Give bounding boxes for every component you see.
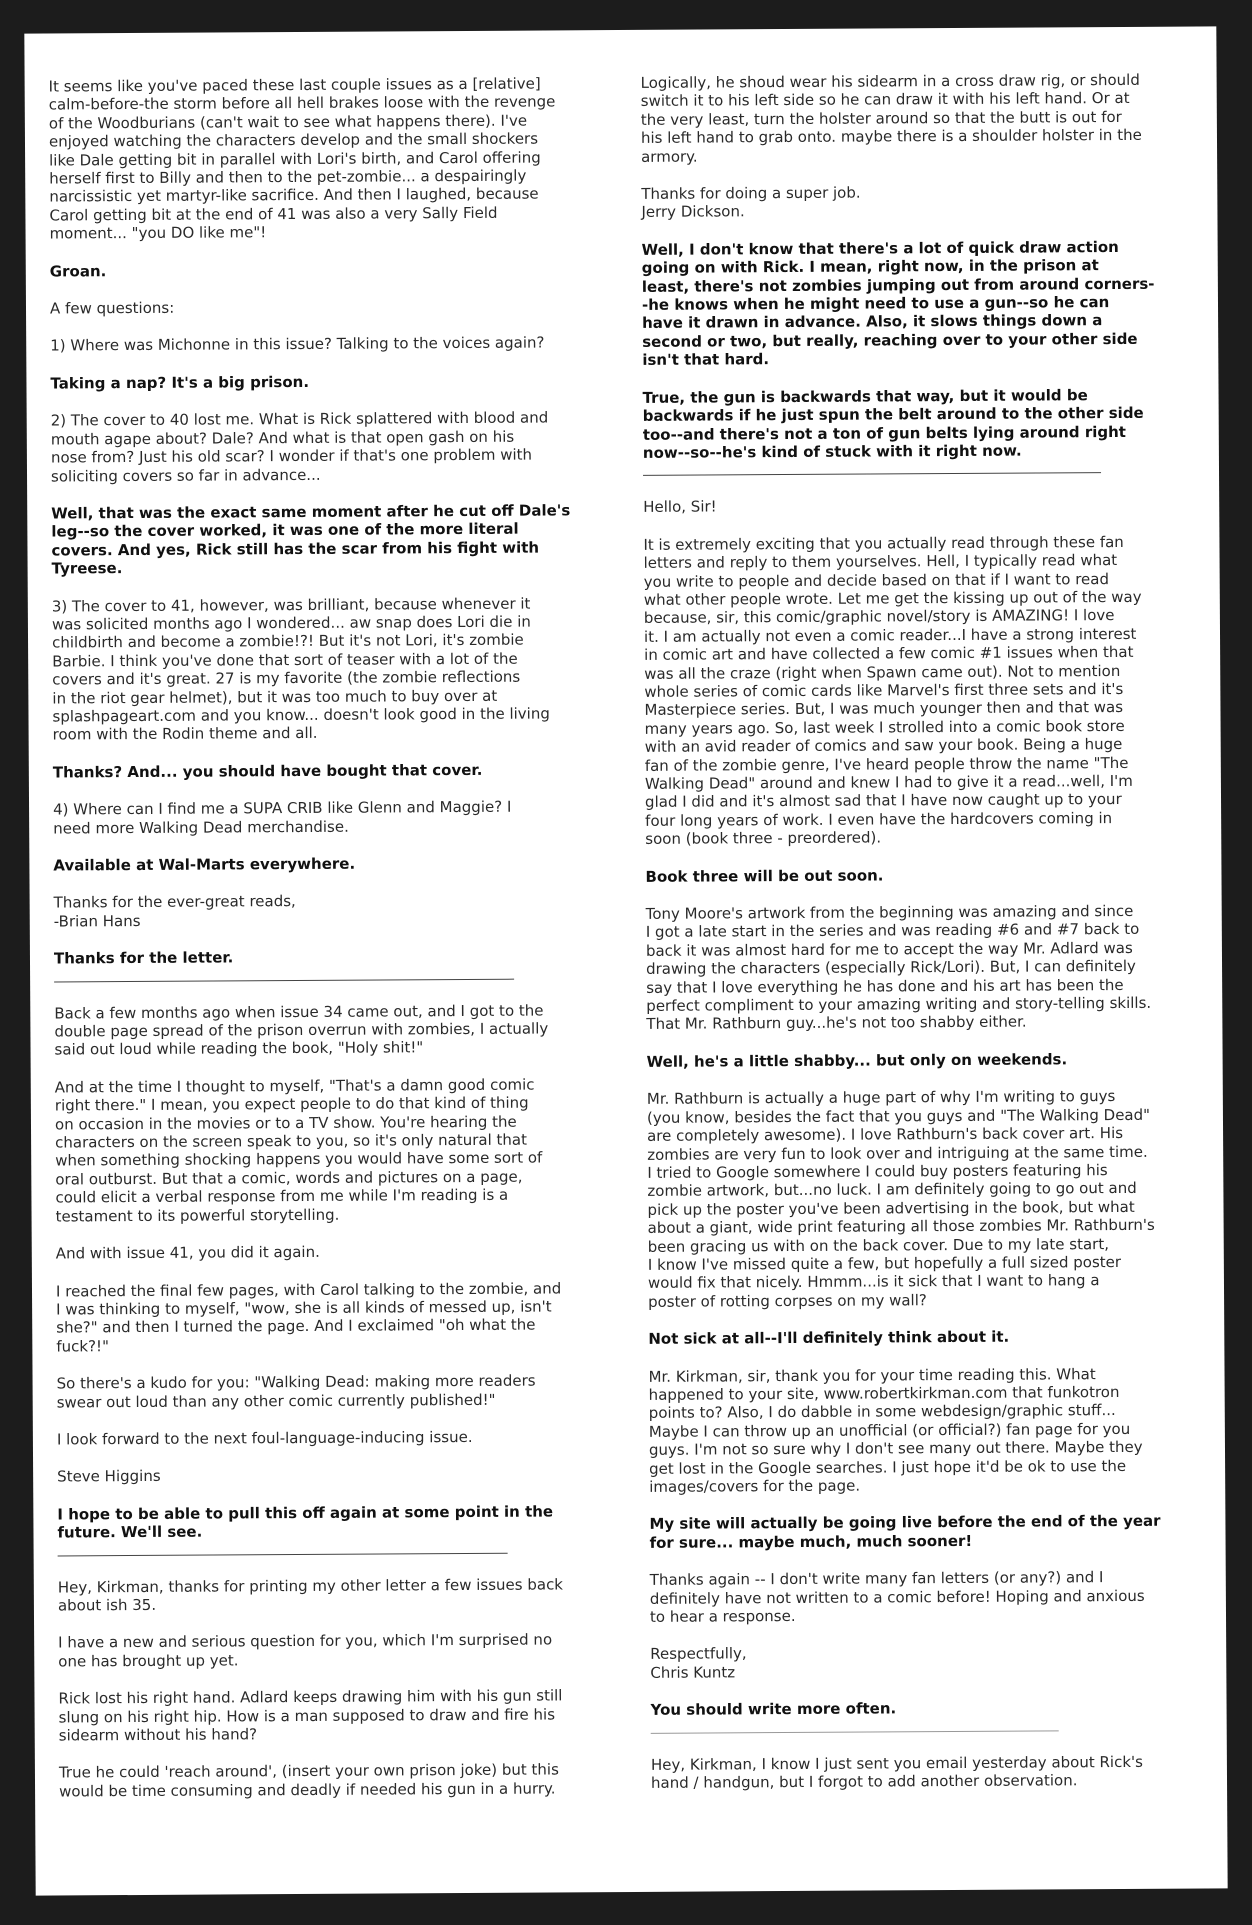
- letter-paragraph: 1) Where was Michonne in this issue? Talking to the voices again?: [50, 333, 545, 355]
- editor-reply: You should write more often.: [650, 1699, 897, 1720]
- letter-paragraph: I reached the final few pages, with Carol talking to the zombie, and I was thinking to myself, "wow, she is all kinds of messed up, isn't she?" and then I turned the page. And I exclaimed "oh what the fuck?!": [55, 1278, 562, 1356]
- letter-paragraph: Back a few months ago when issue 34 came out, and I got to the double page spread of the prison overrun with zombies, I actually said out loud while reading the book, "Holy shit!": [54, 1001, 549, 1059]
- editor-reply: True, the gun is backwards that way, but it would be backwards if he just spun the belt around to the other side too--and there's not a ton of gun belts lying around right now--so--he's kind of stuck with it right now.: [642, 385, 1144, 462]
- letter-paragraph: I have a new and serious question for you, which I'm surprised no one has brought up yet.: [58, 1630, 553, 1671]
- letter-paragraph: It is extremely exciting that you actually read through these fan letters and reply to them yourselves. Hell, I typically read what you write to people and decide based on that if I want to read what other people wrote. Let me get the kissing up out of the way because, sir, this comic/graphic novel/story is AMAZING! I love it. I am actually not even a comic reader...I have a strong interest in comic art and have collected a few comic #1 issues when that was all the craze (right when Spawn came out). Not to mention whole series of comic cards like Marvel's first three sets and it's Masterpiece series. But, I was much younger then and that was many years ago. So, last week I strolled into a comic book store with an avid reader of comics and saw your book. Being a huge fan of the zombie genre, I've heard people throw the name "The Walking Dead" around and knew I had to give it a read...well, I'm glad I did and it's almost sad that I have now caught up to your four long years of work. I even have the hardcovers coming in soon (book three - preordered).: [643, 532, 1142, 849]
- editor-reply: Available at Wal-Marts everywhere.: [53, 854, 356, 875]
- editor-reply: Thanks? And... you should have bought that cover.: [52, 760, 483, 782]
- letter-paragraph: True he could 'reach around', (insert your own prison joke) but this would be time consuming and deadly if needed his gun in a hurry.: [58, 1760, 559, 1801]
- letter-paragraph: Hello, Sir!: [643, 497, 717, 517]
- letter-paragraph: It seems like you've paced these last couple issues as a [relative] calm-before-the storm before all hell brakes loose with the revenge of the Woodburians (can't wait to see what happens there). I've enjoyed watching the characters develop and the small shockers like Dale getting bit in parallel with Lori's birth, and Carol offering herself first to Billy and then to the pet-zombie... a despairingly narcissistic yet martyr-like sacrifice. And then I laughed, because Carol getting bit at the end of 41 was also a very Sally Field moment... "you DO like me"!: [48, 74, 556, 243]
- letter-paragraph: Rick lost his right hand. Adlard keeps drawing him with his gun still slung on his right hip. How is a man supposed to draw and fire his sidearm without his hand?: [58, 1686, 563, 1745]
- letter-divider: [54, 978, 514, 982]
- editor-reply: My site will actually be going live before the end of the year for sure... maybe much, much sooner!: [649, 1512, 1161, 1552]
- letters-page: [24, 26, 1227, 1895]
- letter-paragraph: And at the time I thought to myself, "That's a damn good comic right there." I mean, you expect people to do that kind of thing on occasion in the movies or to a TV show. You're hearing the characters on the screen speak to you, so it's only natural that when something shocking happens you would have some sort of oral outburst. But that a comic, words and pictures on a page, could elicit a verbal response from me while I'm reading is a testament to its powerful storytelling.: [54, 1075, 543, 1226]
- letter-divider: [643, 472, 1101, 476]
- letter-paragraph: 2) The cover to 40 lost me. What is Rick splattered with blood and mouth agape about? Dale? And what is that open gash on his nose from? Just his old scar? I wonder if that's one problem with soliciting covers so far in advance...: [50, 408, 549, 486]
- letter-signoff: Thanks for the ever-great reads, -Brian Hans: [53, 892, 296, 931]
- letter-paragraph: Logically, he shoud wear his sidearm in a cross draw rig, or should switch it to his left side so he can draw it with his left hand. Or at the very least, turn the holster around so that the butt is out for his left hand to grab onto. maybe there is a shoulder holster in the armory.: [640, 70, 1142, 166]
- editor-reply: Groan.: [49, 261, 107, 281]
- letter-paragraph: Tony Moore's artwork from the beginning was amazing and since I got a late start in the series and was reading #6 and #7 back to back it was almost hard for me to accept the way Mr. Adlard was drawing the characters (especially Rick/Lori). But, I can definitely say that I love everything he has done and his art has been the perfect compliment to your amazing writing and story-telling skills. That Mr. Rathburn guy...he's not too shabby either.: [645, 901, 1152, 1034]
- letter-signoff: Thanks for doing a super job. Jerry Dickson.: [641, 183, 861, 222]
- letter-paragraph: Mr. Kirkman, sir, thank you for your time reading this. What happened to your site, www.robertkirkman.com that funkotron points to? Also, I do dabble in some webdesign/graphic stuff... Maybe I can throw up an unofficial (or official?) fan page for you guys. I'm not so sure why I don't see many out there. Maybe they get lost in the Google searches. I just hope it'd be ok to use the images/covers for the page.: [648, 1364, 1143, 1496]
- letter-paragraph: A few questions:: [49, 298, 175, 318]
- letter-paragraph: Thanks again -- I don't write many fan letters (or any?) and I definitely have not written to a comic before! Hoping and anxious to hear a response.: [649, 1568, 1145, 1626]
- letter-paragraph: Hey, Kirkman, thanks for printing my other letter a few issues back about ish 35.: [57, 1574, 564, 1615]
- editor-reply: Book three will be out soon.: [645, 866, 884, 886]
- editor-reply: Taking a nap? It's a big prison.: [50, 372, 310, 393]
- editor-reply: Well, he's a little shabby... but only on weekends.: [646, 1050, 1068, 1071]
- editor-reply: Not sick at all--I'll definitely think about it.: [648, 1327, 1010, 1349]
- editor-reply: I hope to be able to pull this off again at some point in the future. We'll see.: [57, 1502, 554, 1542]
- editor-reply: Well, I don't know that there's a lot of quick draw action going on with Rick. I mean, right now, in the prison at least, there's not zombies jumping out from around corners- -he knows when he might need to use a gun--so he can have it drawn in advance. Also, it slows things down a second or two, but really, reaching over to your other side isn't that hard.: [641, 237, 1155, 370]
- letter-paragraph: 4) Where can I find me a SUPA CRIB like Glenn and Maggie? I need more Walking Dead merchandise.: [53, 797, 512, 838]
- letter-paragraph: 3) The cover to 41, however, was brilliant, because whenever it was solicited months ago I wondered... aw snap does Lori die in childbirth and become a zombie!?! But it's not Lori, it's zombie Barbie. I think you've done that sort of teaser with a lot of the covers and it's great. 27 is my favorite (the zombie reflections in the riot gear helmet), but it was too much to buy over at splashpageart.com and you know... doesn't look good in the living room with the Rodin theme and all.: [51, 594, 550, 744]
- editor-reply: Well, that was the exact same moment after he cut off Dale's leg--so the cover worked, it was one of the more literal covers. And yes, Rick still has the scar from his fight with Tyreese.: [51, 501, 571, 578]
- letter-divider: [58, 1552, 508, 1556]
- letter-paragraph: And with issue 41, you did it again.: [55, 1242, 320, 1263]
- letter-paragraph: So there's a kudo for you: "Walking Dead: making more readers swear out loud than any other comic currently published!": [56, 1371, 536, 1412]
- right-column: [641, 71, 1200, 1812]
- letter-divider: [651, 1730, 1059, 1733]
- letter-paragraph: Hey, Kirkman, I know I just sent you email yesterday about Rick's hand / handgun, but I forgot to add another observation.: [650, 1752, 1143, 1792]
- letter-signoff: Respectfully, Chris Kuntz: [650, 1644, 747, 1682]
- left-column: [49, 74, 628, 1820]
- letter-paragraph: I look forward to the next foul-language-inducing issue.: [56, 1427, 473, 1449]
- letter-signoff: Steve Higgins: [57, 1467, 161, 1486]
- editor-reply: Thanks for the letter.: [53, 948, 234, 968]
- letter-paragraph: Mr. Rathburn is actually a huge part of why I'm writing to guys (you know, besides the fact that you guys and "The Walking Dead" are completely awesome). I love Rathburn's back cover art. His zombies are very fun to look over and intriguing at the same time. I tried to Google somewhere I could buy posters featuring his zombie artwork, but...no luck. I am definitely going to go out and pick up the poster you've been advertising in the book, but what about a giant, wide print featuring all those zombies Mr. Rathburn's been gracing us with on the back cover. Due to my late start, I know I've missed quite a few, but hopefully a full sized poster would fix that nicely. Hmmm...is it sick that I want to hang a poster of rotting corpses on my wall?: [646, 1087, 1155, 1311]
